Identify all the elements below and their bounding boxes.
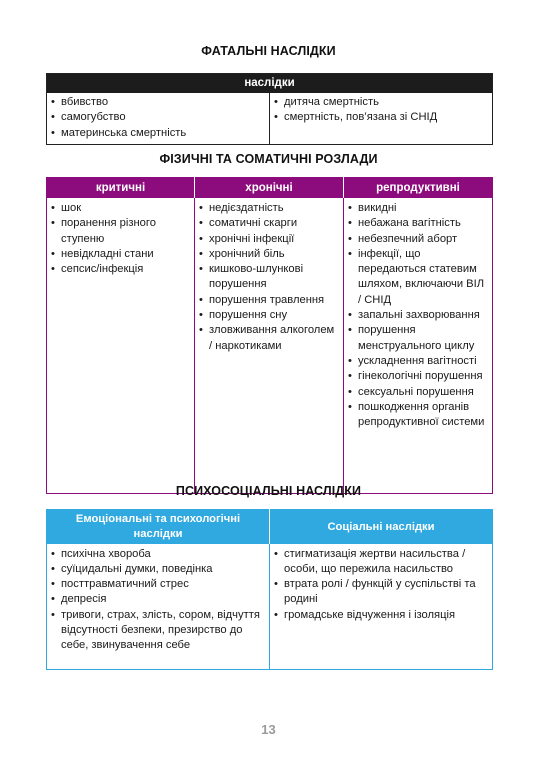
critical-cell xyxy=(47,198,195,493)
page-number: 13 xyxy=(261,722,276,737)
list-item: • небезпечний аборт xyxy=(348,232,488,247)
list-item: • дитяча смертність xyxy=(274,95,488,110)
list-item: • зловживання алкоголем / наркотиками xyxy=(199,323,339,354)
list-item: • психічна хвороба xyxy=(51,547,265,562)
list-item: • інфекції, що передаються статевим шляхом, включаючи ВІЛ / СНІД xyxy=(348,247,488,308)
list-item: • смертність, пов’язана зі СНІД xyxy=(274,110,488,125)
list-item: • вбивство xyxy=(51,95,265,110)
list-item: • невідкладні стани xyxy=(51,247,190,262)
list-item: • сексуальні порушення xyxy=(348,385,488,400)
psychosocial-header-emotional: Емоціональні та психологічні наслідки xyxy=(47,510,270,544)
list-item: • хронічний біль xyxy=(199,247,339,262)
list-item: • порушення менструального циклу xyxy=(348,323,488,354)
list-item: • пошкодження органів репродуктивної системи xyxy=(348,400,488,431)
psychosocial-consequences-table xyxy=(46,509,493,670)
list-item: • сепсис/інфекція xyxy=(51,262,190,277)
list-item: • запальні захворювання xyxy=(348,308,488,323)
fatal-section-title: ФАТАЛЬНІ НАСЛІДКИ xyxy=(201,44,336,58)
list-item: • тривоги, страх, злість, сором, відчуття відсутності безпеки, презирство до себе, звинувачення себе xyxy=(51,608,265,654)
list-item: • поранення різного ступеню xyxy=(51,216,190,247)
physical-disorders-table xyxy=(46,177,493,494)
list-item: • шок xyxy=(51,201,190,216)
physical-header-critical: критичні xyxy=(47,178,195,199)
list-item: • громадське відчуження і ізоляція xyxy=(274,608,488,623)
critical-list xyxy=(51,201,190,277)
fatal-consequences-table xyxy=(46,73,493,145)
social-list xyxy=(274,547,488,623)
list-item: • порушення травлення xyxy=(199,293,339,308)
list-item: • посттравматичний стрес xyxy=(51,577,265,592)
list-item: • викидні xyxy=(348,201,488,216)
chronic-list xyxy=(199,201,339,354)
list-item: • гінекологічні порушення xyxy=(348,369,488,384)
list-item: • небажана вагітність xyxy=(348,216,488,231)
list-item: • материнська смертність xyxy=(51,126,265,141)
list-item: • стигматизація жертви насильства / особи, що пережила насильство xyxy=(274,547,488,578)
list-item: • депресія xyxy=(51,592,265,607)
physical-section-title: ФІЗИЧНІ ТА СОМАТИЧНІ РОЗЛАДИ xyxy=(159,152,378,166)
list-item: • соматичні скарги xyxy=(199,216,339,231)
chronic-cell xyxy=(195,198,344,493)
physical-header-reproductive: репродуктивні xyxy=(344,178,493,199)
reproductive-list xyxy=(348,201,488,430)
emotional-cell xyxy=(47,544,270,670)
emotional-list xyxy=(51,547,265,654)
fatal-right-cell xyxy=(270,93,493,144)
fatal-left-cell xyxy=(47,93,270,144)
fatal-right-list xyxy=(274,95,488,126)
list-item: • самогубство xyxy=(51,110,265,125)
psychosocial-section-title: ПСИХОСОЦІАЛЬНІ НАСЛІДКИ xyxy=(175,484,362,498)
list-item: • суїцидальні думки, поведінка xyxy=(51,562,265,577)
list-item: • втрата ролі / функцій у суспільстві та родині xyxy=(274,577,488,608)
psychosocial-header-social: Соціальні наслідки xyxy=(270,510,493,544)
fatal-left-list xyxy=(51,95,265,141)
list-item: • хронічні інфекції xyxy=(199,232,339,247)
list-item: • порушення сну xyxy=(199,308,339,323)
list-item: • недієздатність xyxy=(199,201,339,216)
reproductive-cell xyxy=(344,198,493,493)
social-cell xyxy=(270,544,493,670)
physical-header-chronic: хронічні xyxy=(195,178,344,199)
list-item: • кишково-шлункові порушення xyxy=(199,262,339,293)
list-item: • ускладнення вагітності xyxy=(348,354,488,369)
fatal-table-header: наслідки xyxy=(47,74,493,94)
